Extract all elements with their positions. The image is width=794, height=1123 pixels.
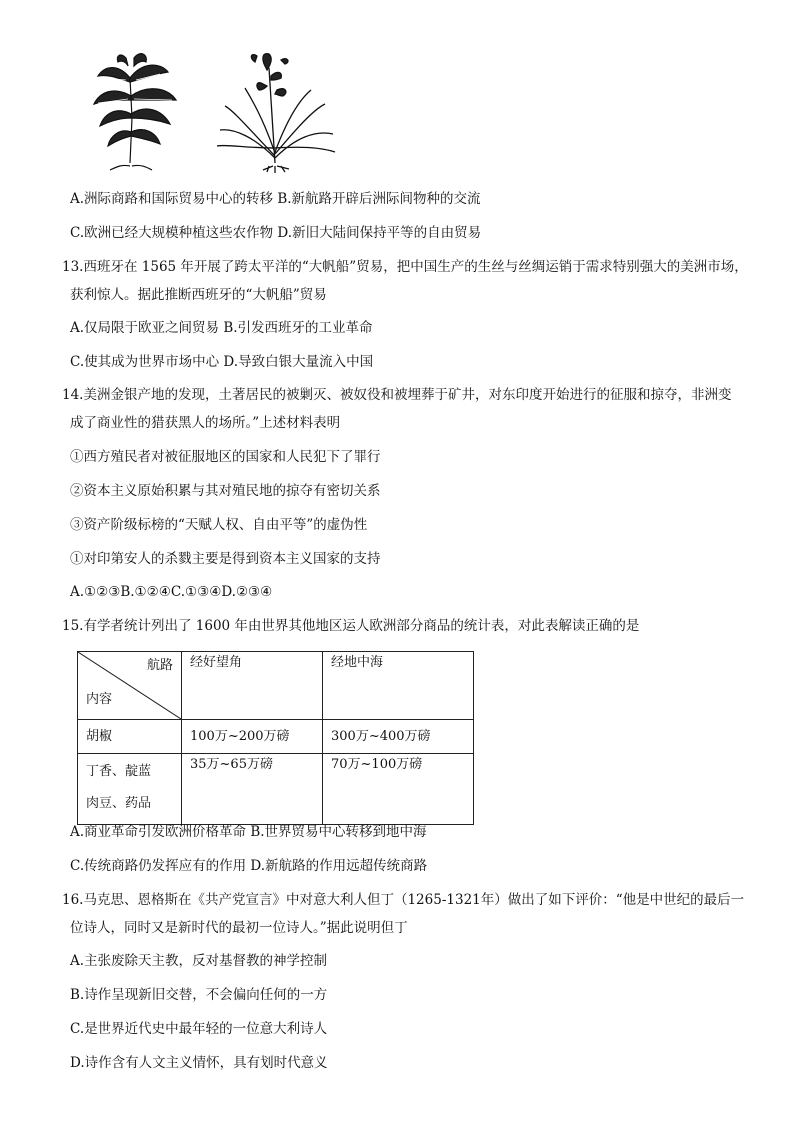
plant-illustration-icons: [90, 48, 340, 173]
q13-stem-line2: 获利惊人。据此推断西班牙的“大帆船”贸易: [70, 287, 327, 303]
q15-stem: 15.有学者统计列出了 1600 年由世界其他地区运人欧洲部分商品的统计表，对此表解读正确的是: [62, 618, 640, 634]
header-route-label: 航路: [146, 658, 173, 673]
q15-statistics-table: [77, 651, 474, 825]
row2-v2-cell: [323, 754, 474, 825]
row2-name-line1: 丁香、靛蓝: [86, 764, 152, 779]
right-plant-image: [217, 54, 335, 173]
q14-item-2: ②资本主义原始积累与其对殖民地的掠夺有密切关系: [70, 483, 381, 499]
left-plant-image: [94, 54, 176, 170]
row2-value2: 70万~100万磅: [331, 757, 423, 772]
col1-header-text: 经好望角: [190, 655, 243, 670]
table-header-row: [78, 652, 474, 720]
q14-item-1: ①西方殖民者对被征服地区的国家和人民犯下了罪行: [70, 449, 381, 465]
q16-option-c: C.是世界近代史中最年轻的一位意大利诗人: [70, 1021, 328, 1037]
row1-name: 胡椒: [86, 729, 113, 744]
q14-stem-line2: 成了商业性的猎获黑人的场所。”上述材料表明: [70, 415, 341, 431]
row1-value1: 100万~200万磅: [190, 729, 290, 744]
q13-options-cd: C.使其成为世界市场中心 D.导致白银大量流入中国: [70, 354, 374, 370]
q14-stem-line1: 14.美洲金银产地的发现，土著居民的被剿灭、被奴役和被埋葬于矿井，对东印度开始进行的征服和掠夺，非洲变: [62, 387, 732, 403]
table-col2-header: [323, 652, 474, 720]
row1-value2: 300万~400万磅: [331, 729, 431, 744]
q15-options-cd: C.传统商路仍发挥应有的作用 D.新航路的作用远超传统商路: [70, 858, 428, 874]
row2-v1-cell: [182, 754, 323, 825]
row1-v1-cell: [182, 720, 323, 754]
q14-item-3: ③资产阶级标榜的“天赋人权、自由平等”的虚伪性: [70, 517, 368, 533]
plant-figures: [90, 48, 340, 173]
q16-stem-line1: 16.马克思、恩格斯在《共产党宣言》中对意大利人但丁（1265-1321年）做出了如下评价：“他是中世纪的最后一: [62, 892, 745, 908]
q16-option-a: A.主张废除天主教，反对基督教的神学控制: [70, 953, 328, 969]
row2-name-cell: [78, 754, 182, 825]
q13-options-ab: A.仅局限于欧亚之间贸易 B.引发西班牙的工业革命: [70, 320, 373, 336]
table-col1-header: [182, 652, 323, 720]
q16-stem-line2: 位诗人，同时又是新时代的最初一位诗人。”据此说明但丁: [70, 920, 408, 936]
row2-name-line2: 肉豆、药品: [86, 796, 152, 811]
table-diagonal-header: [78, 652, 182, 720]
row2-value1: 35万~65万磅: [190, 757, 273, 772]
q14-item-4: ①对印第安人的杀戮主要是得到资本主义国家的支持: [70, 551, 381, 567]
q13-stem-line1: 13.西班牙在 1565 年开展了跨太平洋的“大帆船”贸易，把中国生产的生丝与丝绸运销于需求特别强大的美洲市场，: [62, 259, 748, 275]
row1-v2-cell: [323, 720, 474, 754]
table-row: [78, 720, 474, 754]
q14-options: A.①②③B.①②④C.①③④D.②③④: [70, 584, 273, 600]
col2-header-text: 经地中海: [331, 655, 384, 670]
header-content-label: 内容: [86, 692, 113, 707]
q12-options-cd: C.欧洲已经大规模种植这些农作物 D.新旧大陆间保持平等的自由贸易: [70, 225, 482, 241]
q16-option-b: B.诗作呈现新旧交替，不会偏向任何的一方: [70, 987, 328, 1003]
q15-options-ab: A.商业革命引发欧洲价格革命 B.世界贸易中心转移到地中海: [70, 824, 427, 840]
row1-name-cell: [78, 720, 182, 754]
table-row: [78, 754, 474, 825]
q16-option-d: D.诗作含有人文主义情怀，具有划时代意义: [70, 1055, 328, 1071]
q12-options-ab: A.洲际商路和国际贸易中心的转移 B.新航路开辟后洲际间物种的交流: [70, 191, 481, 207]
